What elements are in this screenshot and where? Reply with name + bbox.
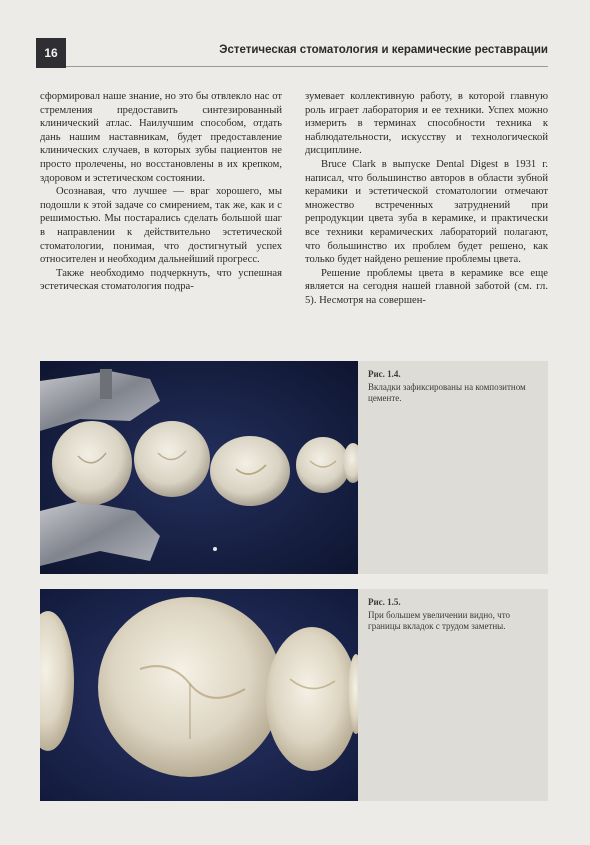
- figure-1-5: [40, 589, 548, 801]
- running-title: Эстетическая стоматология и керамические реставрации: [219, 44, 548, 56]
- figure-caption-text: Вкладки зафиксированы на композитном цементе.: [368, 382, 526, 403]
- paragraph: зумевает коллективную работу, в которой главную роль играет лаборатория и ее техники. Успех можно измерить в терминах способности техника к наблюдательности, искусству и технологической дисциплине.: [305, 91, 548, 157]
- figure-label: Рис. 1.4.: [368, 369, 401, 379]
- figure-1-4: [40, 361, 548, 574]
- left-text-column: [40, 90, 282, 294]
- caption-panel: [358, 589, 548, 801]
- dental-photo-inlays-overview: [40, 361, 358, 574]
- caption-panel: [358, 361, 548, 574]
- header-rule: [66, 66, 548, 67]
- paragraph: Решение проблемы цвета в керамике все еще является на сегодня нашей главной заботой (см. гл. 5). Несмотря на совершен-: [305, 267, 548, 306]
- page-header: [36, 38, 548, 68]
- figure-caption: [368, 369, 540, 404]
- figure-label: Рис. 1.5.: [368, 597, 401, 607]
- paragraph: Также необходимо подчеркнуть, что успешная эстетическая стоматология подра-: [40, 267, 282, 293]
- page-number: 16: [36, 38, 66, 68]
- right-text-column: [305, 90, 548, 308]
- dental-photo-inlays-closeup: [40, 589, 358, 801]
- figure-caption: [368, 597, 540, 632]
- paragraph: Bruce Clark в выпуске Dental Digest в 1931 г. написал, что большинство авторов в области зубной керамики и эстетической стоматологии отмечают множество встреченных затруднений при репродукции цвета зуба в керамике, и практически все техники керамических лабораторий полагают, что большинство их проблем будет решено, как только будет найдено решение проблемы цвета.: [305, 158, 548, 266]
- paragraph: сформировал наше знание, но это бы отвлекло нас от стремления предоставить синтезированный клинический атлас. Наилучшим способом, отдать дань нашим наставникам, будет предоставление клинических случаев, в которых зубы пациентов не просто пролечены, но восстановлены в их крепком, здоровом и эстетическом состоянии.: [40, 91, 282, 184]
- paragraph: Осознавая, что лучшее — враг хорошего, мы подошли к этой задаче со смирением, так же, как и с решимостью. Мы постарались сделать большой шаг в направлении к действительно эстетической стоматологии, понимая, что достигнутый успех относителен и необходим дальнейший прогресс.: [40, 186, 282, 266]
- figure-caption-text: При большем увеличении видно, что границы вкладок с трудом заметны.: [368, 610, 511, 631]
